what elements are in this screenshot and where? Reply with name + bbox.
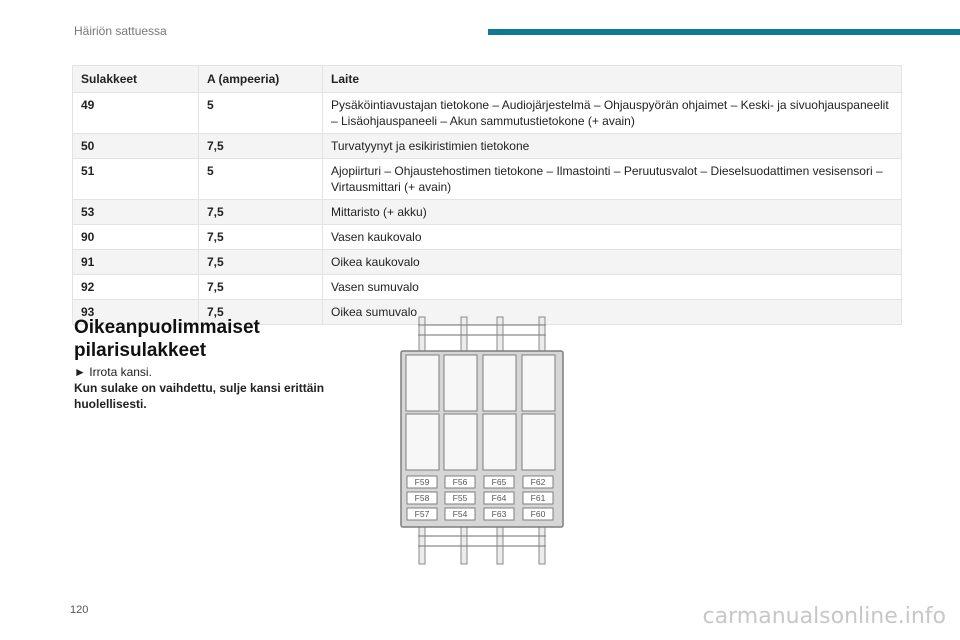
fuse-number: 51 [73, 159, 199, 200]
relay-slot [444, 414, 477, 470]
section-title: Häiriön sattuessa [74, 24, 167, 38]
relay-slot [522, 414, 555, 470]
section-heading: Oikeanpuolimmaiset pilarisulakkeet [74, 317, 260, 361]
header-device: Laite [323, 66, 902, 93]
header-accent-bar [488, 29, 960, 35]
fuse-number: 49 [73, 93, 199, 134]
fuse-number: 91 [73, 250, 199, 275]
fuse-label: F56 [452, 477, 468, 487]
header-fuses: Sulakkeet [73, 66, 199, 93]
step-text: Irrota kansi. [89, 365, 152, 379]
fuse-box-diagram [398, 314, 568, 568]
watermark: carmanualsonline.info [702, 604, 946, 629]
relay-slot [483, 355, 516, 411]
fuse-label: F57 [414, 509, 430, 519]
fuse-amps: 7,5 [199, 200, 323, 225]
relay-slot [406, 414, 439, 470]
relay-slot [444, 355, 477, 411]
fuse-label: F58 [414, 493, 430, 503]
instruction-step [74, 364, 344, 380]
fuse-label: F55 [452, 493, 468, 503]
fuse-number: 50 [73, 134, 199, 159]
table-row [73, 275, 902, 300]
fuse-label: F64 [491, 493, 507, 503]
relay-slot [406, 355, 439, 411]
table-row [73, 159, 902, 200]
bullet-arrow-icon: ► [74, 365, 86, 379]
fuse-number: 90 [73, 225, 199, 250]
fuse-table [72, 65, 902, 325]
fuse-number: 53 [73, 200, 199, 225]
fuse-amps: 7,5 [199, 134, 323, 159]
fuse-label: F62 [530, 477, 546, 487]
page-number: 120 [70, 604, 89, 616]
table-row [73, 250, 902, 275]
fuse-label: F63 [491, 509, 507, 519]
relay-slot [522, 355, 555, 411]
fuse-label: F54 [452, 509, 468, 519]
fuse-device: Mittaristo (+ akku) [323, 200, 902, 225]
fuse-amps: 7,5 [199, 225, 323, 250]
table-row [73, 200, 902, 225]
fuse-amps: 7,5 [199, 300, 323, 325]
fuse-amps: 7,5 [199, 275, 323, 300]
fuse-device: Oikea sumuvalo [323, 300, 902, 325]
instructions [74, 364, 344, 412]
connector-pin [461, 526, 467, 564]
relay-slot [483, 414, 516, 470]
fuse-device: Vasen sumuvalo [323, 275, 902, 300]
fuse-label: F59 [414, 477, 430, 487]
fuse-amps: 7,5 [199, 250, 323, 275]
fuse-number: 93 [73, 300, 199, 325]
fuse-label: F65 [491, 477, 507, 487]
fuse-device: Ajopiirturi – Ohjaustehostimen tietokone – Ilmastointi – Peruutusvalot – Dieselsuodattimen vesisensori – Virtausmittari (+ avain) [323, 159, 902, 200]
fuse-device: Oikea kaukovalo [323, 250, 902, 275]
fuse-label: F60 [530, 509, 546, 519]
table-row [73, 225, 902, 250]
caution-note: Kun sulake on vaihdettu, sulje kansi erittäin huolellisesti. [74, 381, 325, 411]
fuse-device: Pysäköintiavustajan tietokone – Audiojärjestelmä – Ohjauspyörän ohjaimet – Keski- ja sivuohjauspaneelit – Lisäohjauspaneeli – Akun sammutustietokone (+ avain) [323, 93, 902, 134]
header-amps: A (ampeeria) [199, 66, 323, 93]
table-row [73, 93, 902, 134]
connector-pin [497, 526, 503, 564]
table-row [73, 134, 902, 159]
fuse-number: 92 [73, 275, 199, 300]
connector-pin [539, 526, 545, 564]
fuse-device: Vasen kaukovalo [323, 225, 902, 250]
connector-pin [419, 526, 425, 564]
fuse-device: Turvatyynyt ja esikiristimien tietokone [323, 134, 902, 159]
table-header-row [73, 66, 902, 93]
fuse-amps: 5 [199, 159, 323, 200]
fuse-amps: 5 [199, 93, 323, 134]
fuse-label: F61 [530, 493, 546, 503]
